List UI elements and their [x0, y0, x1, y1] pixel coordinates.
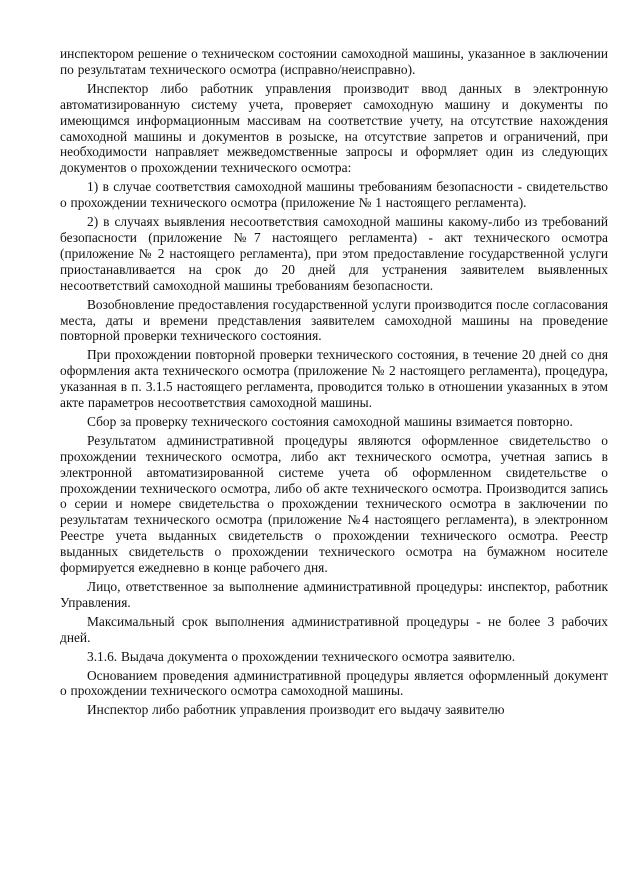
section-heading-3-1-6: 3.1.6. Выдача документа о прохождении технического осмотра заявителю.	[87, 648, 516, 664]
paragraph-resumption: Возобновление предоставления государственной услуги производится после согласования места, даты и времени представления заявителем самоходной машины на проведение повторной проверки технического состояния.	[60, 296, 608, 344]
paragraph-fee: Сбор за проверку технического состояния самоходной машины взимается повторно.	[87, 413, 573, 429]
paragraph-inspector-data-entry: Инспектор либо работник управления производит ввод данных в электронную автоматизированную систему учета, проверяет самоходную машину и документы по имеющимся информационным массивам на соответствие учету, на отсутствие нахождения самоходной машины и документов в розыске, на отсутствие запретов и ограничений, при необходимости направляет межведомственные запросы и оформляет один из следующих документов о прохождении технического осмотра:	[60, 80, 608, 176]
paragraph-issuance: Инспектор либо работник управления производит его выдачу заявителю	[87, 702, 505, 718]
paragraph-result: Результатом административной процедуры являются оформленное свидетельство о прохождении технического осмотра, либо акт технического осмотра, учетная запись в электронной автоматизированной системе учета об оформленном свидетельстве о прохождении технического осмотра, либо об акте технического осмотра. Производится запись о серии и номере свидетельства о прохождении технического осмотра в заключении по результатам технического осмотра (приложение №4 настоящего регламента), в электронном Реестре учета выданных свидетельств о прохождении технического осмотра. Реестр выданных свидетельств о прохождении технического осмотра на бумажном носителе формируется ежедневно в конце рабочего дня.	[60, 432, 608, 576]
paragraph-repeat-check: При прохождении повторной проверки технического состояния, в течение 20 дней со дня оформления акта технического осмотра (приложение № 2 настоящего регламента), процедура, указанная в п. 3.1.5 настоящего регламента, проводится только в отношении указанных в этом акте параметров несоответствия самоходной машины.	[60, 347, 608, 411]
paragraph-continuation: инспектором решение о техническом состоянии самоходной машины, указанное в заключении по результатам технического осмотра (исправно/неисправно).	[60, 46, 608, 77]
paragraph-item-1: 1) в случае соответствия самоходной машины требованиям безопасности - свидетельство о прохождении технического осмотра (приложение № 1 настоящего регламента).	[60, 179, 608, 211]
document-body	[60, 46, 608, 721]
paragraph-basis: Основанием проведения административной процедуры является оформленный документ о прохождении технического осмотра самоходной машины.	[60, 667, 608, 699]
paragraph-responsible-person: Лицо, ответственное за выполнение административной процедуры: инспектор, работник Управления.	[60, 579, 608, 610]
paragraph-max-duration: Максимальный срок выполнения административной процедуры - не более 3 рабочих дней.	[60, 613, 608, 645]
paragraph-item-2: 2) в случаях выявления несоответствия самоходной машины какому-либо из требований безопасности (приложение №7 настоящего регламента) - акт технического осмотра (приложение № 2 настоящего регламента), при этом предоставление государственной услуги приостанавливается на срок до 20 дней для устранения заявителем выявленных несоответствий самоходной машины требованиям безопасности.	[60, 214, 608, 293]
